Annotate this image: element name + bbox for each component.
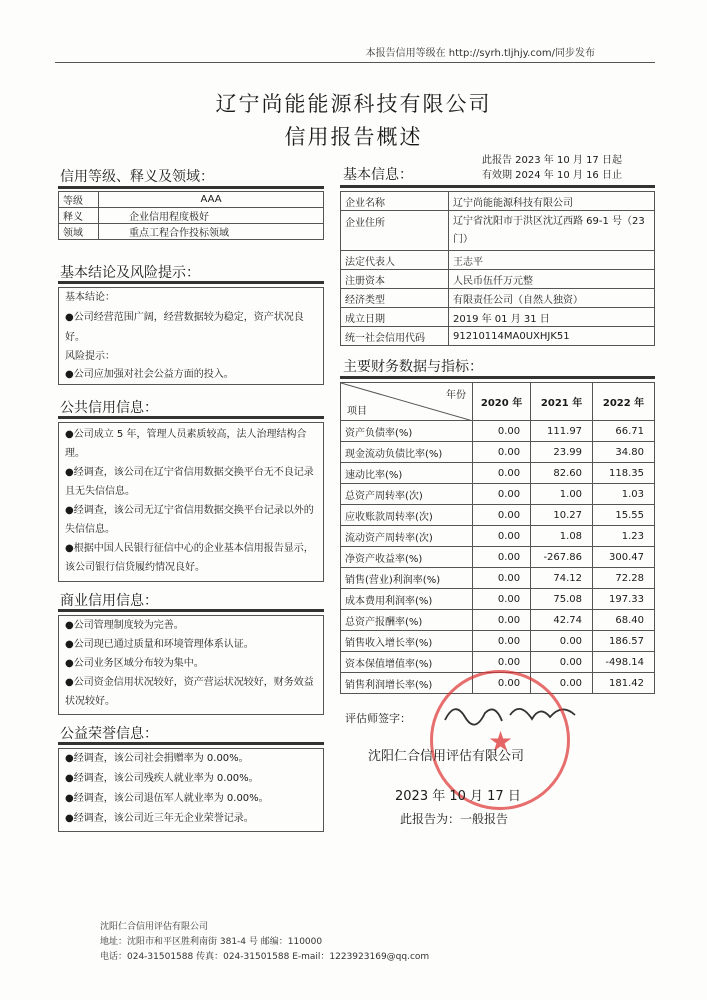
info-row: 法定代表人 王志平 bbox=[341, 251, 655, 270]
conclusion-label: 基本结论： bbox=[65, 292, 115, 303]
report-date: 2023 年 10 月 17 日 bbox=[395, 789, 521, 804]
financial-value: 23.99 bbox=[531, 442, 593, 463]
list-item: ●经调查，该公司近三年无企业荣誉记录。 bbox=[65, 813, 254, 824]
financial-value: 66.71 bbox=[593, 421, 655, 442]
rating-section-title: 信用等级、释义及领域： bbox=[60, 169, 214, 185]
footer bbox=[100, 920, 429, 965]
financial-row bbox=[341, 631, 655, 652]
commercial-credit-section-title: 商业信用信息： bbox=[60, 593, 158, 609]
risk-text: ●公司应加强对社会公益方面的投入。 bbox=[65, 369, 234, 380]
info-row: 企业名称 辽宁尚能能源科技有限公司 bbox=[341, 192, 655, 211]
basic-info-table bbox=[340, 191, 655, 346]
financial-value: 0.00 bbox=[531, 631, 593, 652]
financial-value: 0.00 bbox=[473, 442, 531, 463]
risk-label: 风险提示： bbox=[65, 351, 115, 362]
financial-item: 净资产收益率(%) bbox=[341, 547, 473, 568]
financial-value: 186.57 bbox=[593, 631, 655, 652]
list-item: ●经调查，该公司退伍军人就业率为 0.00%。 bbox=[65, 793, 269, 804]
info-row: 成立日期 2019 年 01 月 31 日 bbox=[341, 308, 655, 327]
financial-value: 0.00 bbox=[473, 610, 531, 631]
financial-value: 0.00 bbox=[473, 547, 531, 568]
financial-value: 75.08 bbox=[531, 589, 593, 610]
financial-row bbox=[341, 547, 655, 568]
financial-value: 0.00 bbox=[473, 589, 531, 610]
financial-item: 销售利润增长率(%) bbox=[341, 673, 473, 694]
public-credit-section-title: 公共信用信息： bbox=[60, 400, 158, 416]
financial-row bbox=[341, 589, 655, 610]
publication-note: 本报告信用等级在 http://syrh.tljhjy.com/同步发布 bbox=[365, 48, 595, 59]
footer-contact: 电话：024-31501588 传真：024-31501588 E-mail：1223923169@qq.com bbox=[100, 952, 430, 962]
financial-row bbox=[341, 526, 655, 547]
financial-rows bbox=[341, 421, 655, 694]
financial-item: 应收账款周转率(次) bbox=[341, 505, 473, 526]
financial-value: 0.00 bbox=[473, 505, 531, 526]
financial-value: 1.03 bbox=[593, 484, 655, 505]
financial-value: 0.00 bbox=[531, 652, 593, 673]
financial-value: 0.00 bbox=[473, 631, 531, 652]
financial-value: 0.00 bbox=[473, 463, 531, 484]
report-type: 此报告为：一般报告 bbox=[400, 812, 509, 826]
financial-value: 0.00 bbox=[473, 526, 531, 547]
financial-item: 销售收入增长率(%) bbox=[341, 631, 473, 652]
basic-info-section-title: 基本信息： bbox=[343, 167, 413, 183]
financial-row bbox=[341, 421, 655, 442]
seal-star-icon: ★ bbox=[488, 725, 514, 758]
financial-value: 0.00 bbox=[473, 673, 531, 694]
rating-table bbox=[58, 191, 324, 240]
financial-value: 10.27 bbox=[531, 505, 593, 526]
list-item: ●公司资金信用状况较好，资产营运状况较好，财务效益状况较好。 bbox=[65, 677, 314, 707]
conclusion-box bbox=[58, 287, 324, 385]
financial-item: 流动资产周转率(次) bbox=[341, 526, 473, 547]
footer-company: 沈阳仁合信用评估有限公司 bbox=[100, 922, 209, 932]
diagonal-header-cell: 年份 项目 bbox=[341, 383, 473, 421]
public-welfare-box bbox=[58, 748, 324, 832]
list-item: ●经调查，该公司残疾人就业率为 0.00%。 bbox=[65, 773, 259, 784]
financial-value: 15.55 bbox=[593, 505, 655, 526]
financial-value: 0.00 bbox=[473, 568, 531, 589]
financial-item: 成本费用利润率(%) bbox=[341, 589, 473, 610]
financial-item: 总资产报酬率(%) bbox=[341, 610, 473, 631]
list-item: ●公司管理制度较为完善。 bbox=[65, 620, 184, 631]
financial-value: -498.14 bbox=[593, 652, 655, 673]
financial-value: 118.35 bbox=[593, 463, 655, 484]
list-item: ●经调查，该公司在辽宁省信用数据交换平台无不良记录且无失信信息。 bbox=[65, 467, 314, 497]
financial-item: 资产负债率(%) bbox=[341, 421, 473, 442]
footer-address: 地址：沈阳市和平区胜利南街 381-4 号 邮编：110000 bbox=[100, 937, 323, 947]
info-row: 注册资本 人民币伍仟万元整 bbox=[341, 270, 655, 289]
header-divider bbox=[55, 62, 655, 63]
financial-value: -267.86 bbox=[531, 547, 593, 568]
financial-row bbox=[341, 610, 655, 631]
rating-row: 领域 重点工程合作投标领域 bbox=[59, 224, 324, 240]
list-item: ●公司业务区域分布较为集中。 bbox=[65, 658, 204, 669]
company-title: 辽宁尚能能源科技有限公司 bbox=[215, 92, 492, 116]
section-bar bbox=[58, 416, 324, 419]
public-welfare-section-title: 公益荣誉信息： bbox=[60, 726, 158, 742]
list-item: ●经调查，该公司社会捐赠率为 0.00%。 bbox=[65, 753, 249, 764]
financial-value: 0.00 bbox=[531, 673, 593, 694]
financial-table bbox=[340, 382, 655, 694]
rating-row: 等级 AAA bbox=[59, 192, 324, 208]
list-item: ●经调查，该公司无辽宁省信用数据交换平台记录以外的失信信息。 bbox=[65, 505, 314, 535]
financial-value: 0.00 bbox=[473, 421, 531, 442]
conclusion-section-title: 基本结论及风险提示： bbox=[60, 265, 200, 281]
financial-item: 总资产周转率(次) bbox=[341, 484, 473, 505]
section-bar bbox=[340, 376, 655, 379]
agency-name: 沈阳仁合信用评估有限公司 bbox=[368, 749, 525, 764]
section-bar bbox=[58, 186, 324, 189]
list-item: ●公司现已通过质量和环境管理体系认证。 bbox=[65, 639, 254, 650]
financial-value: 82.60 bbox=[531, 463, 593, 484]
rating-row: 释义 企业信用程度极好 bbox=[59, 208, 324, 224]
financial-value: 0.00 bbox=[473, 484, 531, 505]
financial-value: 197.33 bbox=[593, 589, 655, 610]
list-item: ●根据中国人民银行征信中心的企业基本信用报告显示，该公司银行信贷履约情况良好。 bbox=[65, 543, 314, 573]
info-row: 企业住所 辽宁省沈阳市于洪区沈辽西路 69-1 号（23 门） bbox=[341, 211, 655, 251]
financial-value: 0.00 bbox=[473, 652, 531, 673]
section-bar bbox=[340, 185, 655, 188]
commercial-credit-box bbox=[58, 615, 324, 715]
financial-value: 111.97 bbox=[531, 421, 593, 442]
financial-value: 72.28 bbox=[593, 568, 655, 589]
validity-period: 此报告 2023 年 10 月 17 日起 有效期 2024 年 10 月 16 日止 bbox=[482, 155, 622, 181]
appraiser-signature-label: 评估师签字： bbox=[345, 712, 411, 725]
financial-value: 181.42 bbox=[593, 673, 655, 694]
info-row: 统一社会信用代码 91210114MA0UXHJK51 bbox=[341, 327, 655, 346]
conclusion-text: ●公司经营范围广阔，经营数据较为稳定，资产状况良好。 bbox=[65, 312, 304, 343]
financial-row bbox=[341, 442, 655, 463]
financial-row bbox=[341, 568, 655, 589]
report-title: 信用报告概述 bbox=[284, 125, 423, 149]
financial-value: 34.80 bbox=[593, 442, 655, 463]
financial-section-title: 主要财务数据与指标： bbox=[343, 359, 483, 375]
financial-value: 1.23 bbox=[593, 526, 655, 547]
financial-row bbox=[341, 463, 655, 484]
section-bar bbox=[58, 281, 324, 284]
financial-item: 速动比率(%) bbox=[341, 463, 473, 484]
financial-row bbox=[341, 484, 655, 505]
info-row: 经济类型 有限责任公司（自然人独资） bbox=[341, 289, 655, 308]
public-credit-box bbox=[58, 422, 324, 582]
financial-value: 1.08 bbox=[531, 526, 593, 547]
financial-row bbox=[341, 505, 655, 526]
financial-value: 300.47 bbox=[593, 547, 655, 568]
financial-item: 现金流动负债比率(%) bbox=[341, 442, 473, 463]
financial-value: 68.40 bbox=[593, 610, 655, 631]
financial-header-row: 年份 项目 2020 年 2021 年 2022 年 bbox=[341, 383, 655, 421]
financial-value: 42.74 bbox=[531, 610, 593, 631]
financial-value: 74.12 bbox=[531, 568, 593, 589]
list-item: ●公司成立 5 年，管理人员素质较高，法人治理结构合理。 bbox=[65, 429, 307, 459]
section-bar bbox=[58, 609, 324, 612]
section-bar bbox=[58, 742, 324, 745]
financial-item: 资本保值增值率(%) bbox=[341, 652, 473, 673]
financial-value: 1.00 bbox=[531, 484, 593, 505]
financial-item: 销售(营业)利润率(%) bbox=[341, 568, 473, 589]
